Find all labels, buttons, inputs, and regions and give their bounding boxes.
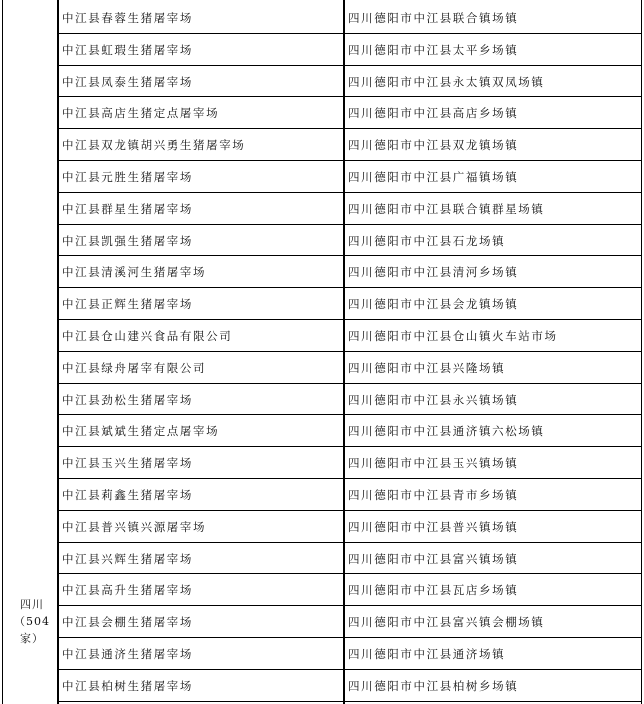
slaughterhouse-address: 四川德阳市中江县柏树乡场镇 — [348, 678, 519, 693]
slaughterhouse-name: 中江县兴辉生猪屠宰场 — [62, 551, 193, 566]
slaughterhouse-name: 中江县柏树生猪屠宰场 — [62, 678, 193, 693]
table-row — [0, 447, 644, 479]
table-row — [0, 479, 644, 511]
slaughterhouse-name: 中江县春蓉生猪屠宰场 — [62, 11, 193, 25]
slaughterhouse-name: 中江县正辉生猪屠宰场 — [62, 297, 193, 312]
slaughterhouse-address: 四川德阳市中江县永太镇双凤场镇 — [348, 74, 545, 89]
slaughterhouse-address: 四川德阳市中江县广福镇场镇 — [348, 170, 519, 184]
table-row — [0, 511, 644, 543]
table-row — [0, 193, 644, 225]
slaughterhouse-name: 中江县元胜生猪屠宰场 — [62, 170, 193, 184]
table-row — [0, 638, 644, 670]
slaughterhouse-address: 四川德阳市中江县通济场镇 — [348, 647, 506, 661]
region-count-unit: 家） — [20, 632, 44, 645]
slaughterhouse-address: 四川德阳市中江县青市乡场镇 — [348, 488, 519, 502]
slaughterhouse-name: 中江县玉兴生猪屠宰场 — [62, 456, 193, 471]
table-row — [0, 415, 644, 447]
table-row — [0, 225, 644, 257]
slaughterhouse-address: 四川德阳市中江县高店乡场镇 — [348, 106, 519, 121]
table-row — [0, 256, 644, 288]
slaughterhouse-address: 四川德阳市中江县会龙镇场镇 — [348, 297, 519, 312]
slaughterhouse-address: 四川德阳市中江县双龙镇场镇 — [348, 138, 519, 153]
slaughterhouse-name: 中江县绿舟屠宰有限公司 — [62, 360, 207, 375]
slaughterhouse-name: 中江县劲松生猪屠宰场 — [62, 392, 193, 407]
slaughterhouse-name: 中江县清溪河生猪屠宰场 — [62, 265, 207, 280]
table-row — [0, 129, 644, 161]
slaughterhouse-name: 中江县高店生猪定点屠宰场 — [62, 106, 220, 121]
slaughterhouse-name: 中江县仓山建兴食品有限公司 — [62, 329, 233, 343]
table-row — [0, 543, 644, 575]
table-row — [0, 161, 644, 193]
slaughterhouse-name: 中江县双龙镇胡兴勇生猪屠宰场 — [62, 138, 246, 153]
region-name: 四川 — [20, 598, 44, 611]
table-row — [0, 384, 644, 416]
region-count: （504 — [14, 615, 50, 628]
slaughterhouse-address: 四川德阳市中江县玉兴镇场镇 — [348, 456, 519, 471]
slaughterhouse-address: 四川德阳市中江县永兴镇场镇 — [348, 392, 519, 407]
slaughterhouse-address: 四川德阳市中江县兴隆场镇 — [348, 360, 506, 375]
slaughterhouse-address: 四川德阳市中江县清河乡场镇 — [348, 265, 519, 280]
slaughterhouse-address: 四川德阳市中江县联合镇群星场镇 — [348, 201, 545, 216]
slaughterhouse-address: 四川德阳市中江县普兴镇场镇 — [348, 519, 519, 534]
slaughterhouse-address: 四川德阳市中江县富兴镇会棚场镇 — [348, 615, 545, 630]
table-row — [0, 66, 644, 98]
table-row — [0, 34, 644, 66]
slaughterhouse-address: 四川德阳市中江县联合镇场镇 — [348, 11, 519, 25]
table-row — [0, 320, 644, 352]
slaughterhouse-name: 中江县凯强生猪屠宰场 — [62, 233, 193, 248]
table-row — [0, 670, 644, 702]
table-row — [0, 2, 644, 34]
table-row — [0, 606, 644, 638]
slaughterhouse-address: 四川德阳市中江县太平乡场镇 — [348, 42, 519, 57]
slaughterhouse-address: 四川德阳市中江县通济镇六松场镇 — [348, 424, 545, 439]
slaughterhouse-address: 四川德阳市中江县富兴镇场镇 — [348, 551, 519, 566]
slaughterhouse-address: 四川德阳市中江县瓦店乡场镇 — [348, 583, 519, 598]
table-row — [0, 352, 644, 384]
table-row — [0, 288, 644, 320]
slaughterhouse-address: 四川德阳市中江县石龙场镇 — [348, 233, 506, 248]
slaughterhouse-name: 中江县普兴镇兴源屠宰场 — [62, 519, 207, 534]
slaughterhouse-name: 中江县斌斌生猪定点屠宰场 — [62, 424, 220, 439]
slaughterhouse-name: 中江县莉鑫生猪屠宰场 — [62, 488, 193, 502]
slaughterhouse-name: 中江县虹瑕生猪屠宰场 — [62, 42, 193, 57]
slaughterhouse-name: 中江县通济生猪屠宰场 — [62, 647, 193, 661]
table-row — [0, 97, 644, 129]
slaughterhouse-name: 中江县高升生猪屠宰场 — [62, 583, 193, 598]
slaughterhouse-address: 四川德阳市中江县仓山镇火车站市场 — [348, 329, 558, 343]
table-row — [0, 574, 644, 606]
slaughterhouse-name: 中江县凤泰生猪屠宰场 — [62, 74, 193, 89]
slaughterhouse-name: 中江县群星生猪屠宰场 — [62, 201, 193, 216]
slaughterhouse-name: 中江县会棚生猪屠宰场 — [62, 615, 193, 630]
